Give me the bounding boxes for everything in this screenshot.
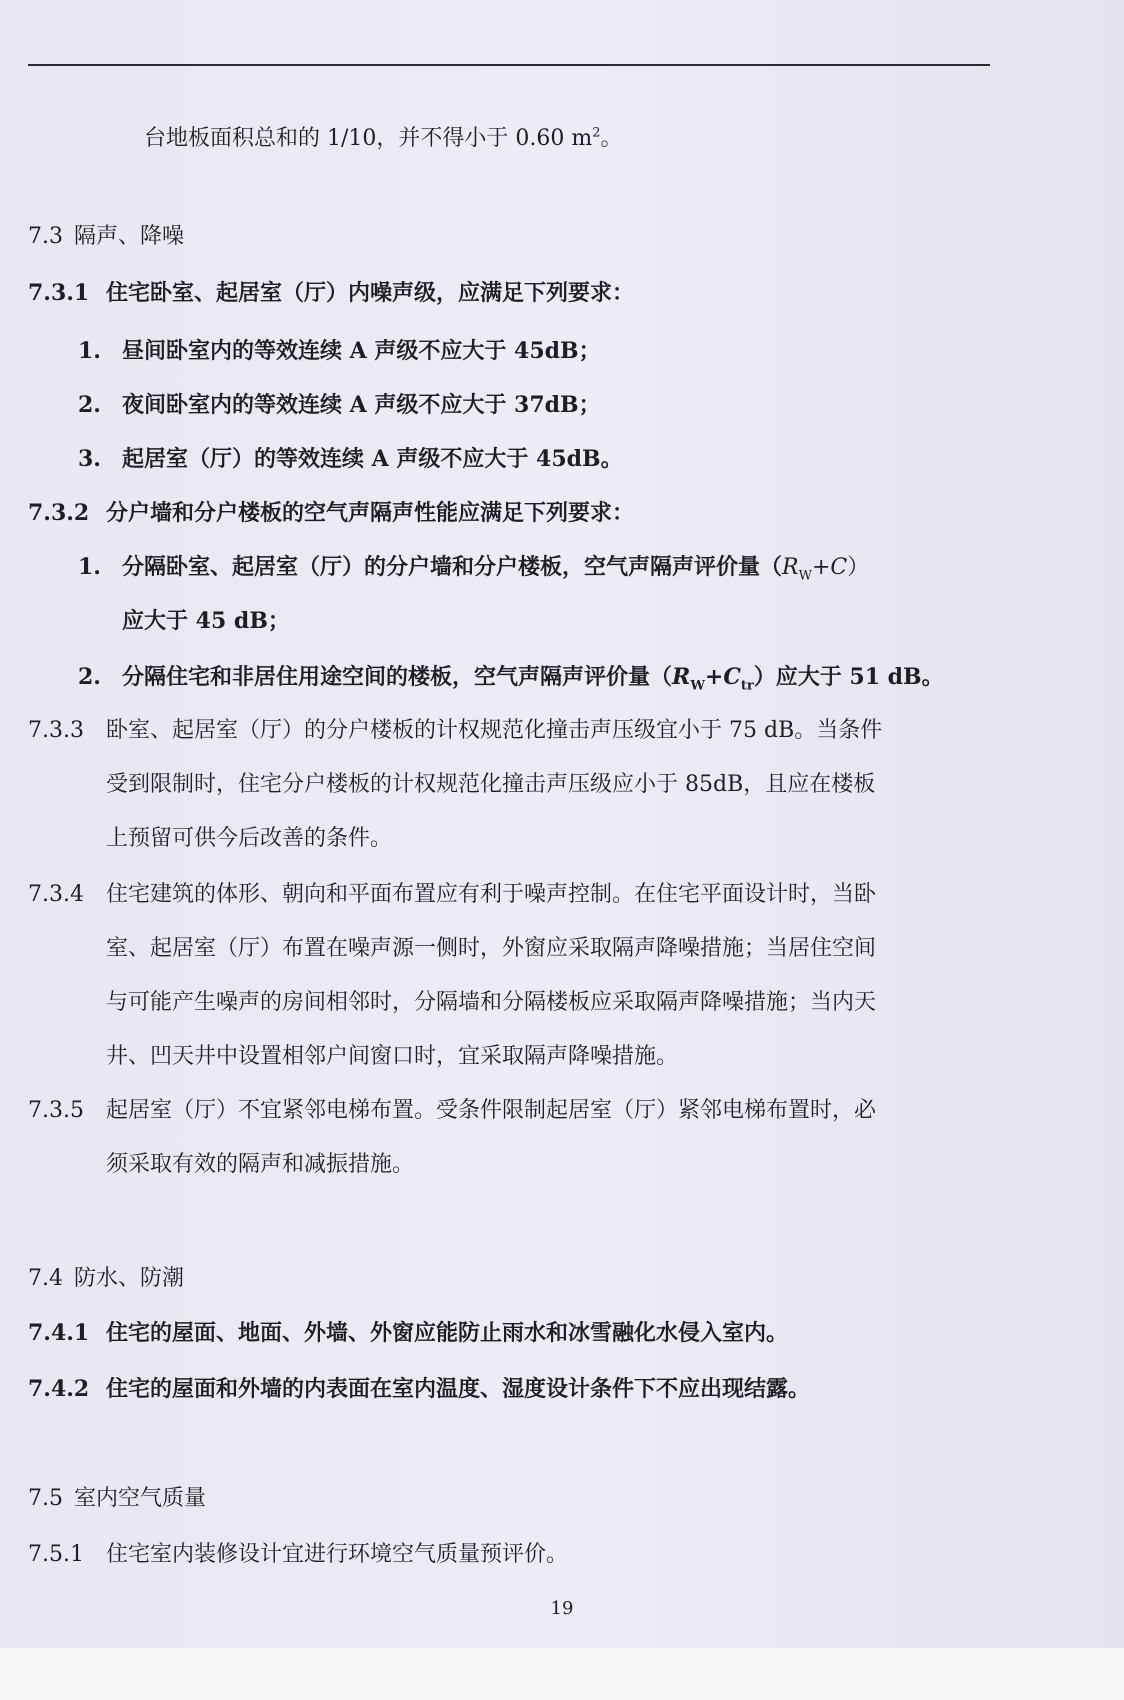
superscript: 2 xyxy=(592,125,601,141)
section-title: 隔声、降噪 xyxy=(74,224,185,249)
item-text: 分隔住宅和非居住用途空间的楼板，空气声隔声评价量（ xyxy=(122,664,673,690)
clause-text: 住宅室内装修设计宜进行环境空气质量预评价。 xyxy=(106,1542,569,1567)
clause-line: 与可能产生噪声的房间相邻时，分隔墙和分隔楼板应采取隔声降噪措施；当内天 xyxy=(106,990,877,1015)
clause-line: 上预留可供今后改善的条件。 xyxy=(106,826,393,851)
continuation-text: 台地板面积总和的 1/10，并不得小于 0.60 m xyxy=(144,126,593,151)
close-paren: ） xyxy=(847,555,870,580)
clause-number: 7.5.1 xyxy=(28,1542,84,1567)
item-text: 昼间卧室内的等效连续 A 声级不应大于 45dB； xyxy=(122,338,601,364)
clause-text: 住宅的屋面、地面、外墙、外窗应能防止雨水和冰雪融化水侵入室内。 xyxy=(106,1320,789,1346)
symbol-plus-c: +C xyxy=(811,555,848,580)
clause-number: 7.3.5 xyxy=(28,1098,84,1123)
clause-number: 7.3.3 xyxy=(28,718,84,743)
section-number: 7.3 xyxy=(28,224,63,249)
clause-number: 7.3.4 xyxy=(28,882,84,907)
item-text: 起居室（厅）的等效连续 A 声级不应大于 45dB。 xyxy=(122,446,623,472)
clause-number: 7.4.2 xyxy=(28,1376,90,1402)
subscript-tr: tr xyxy=(740,678,754,694)
item-number: 1. xyxy=(78,338,101,364)
clause-line: 住宅建筑的体形、朝向和平面布置应有利于噪声控制。在住宅平面设计时，当卧 xyxy=(106,882,877,907)
header-rule xyxy=(28,64,990,66)
subscript-w: W xyxy=(690,678,705,694)
symbol-r: R xyxy=(782,555,799,580)
item-text: 夜间卧室内的等效连续 A 声级不应大于 37dB； xyxy=(122,392,601,418)
item-text: 应大于 45 dB； xyxy=(122,608,290,634)
item-number: 3. xyxy=(78,446,101,472)
item-tail: ）应大于 51 dB。 xyxy=(753,664,944,690)
item-text: 分隔卧室、起居室（厅）的分户墙和分户楼板，空气声隔声评价量（ xyxy=(122,554,783,580)
section-title: 防水、防潮 xyxy=(74,1266,185,1291)
item-number: 2. xyxy=(78,392,101,418)
clause-text: 住宅的屋面和外墙的内表面在室内温度、湿度设计条件下不应出现结露。 xyxy=(106,1376,811,1402)
continuation-tail: 。 xyxy=(600,126,623,151)
clause-line: 受到限制时，住宅分户楼板的计权规范化撞击声压级应小于 85dB，且应在楼板 xyxy=(106,772,876,797)
section-title: 室内空气质量 xyxy=(74,1486,207,1511)
clause-line: 井、凹天井中设置相邻户间窗口时，宜采取隔声降噪措施。 xyxy=(106,1044,679,1069)
clause-line: 室、起居室（厅）布置在噪声源一侧时，外窗应采取隔声降噪措施；当居住空间 xyxy=(106,936,877,961)
clause-text: 住宅卧室、起居室（厅）内噪声级，应满足下列要求： xyxy=(106,280,635,306)
section-number: 7.4 xyxy=(28,1266,63,1291)
item-number: 2. xyxy=(78,664,101,690)
clause-number: 7.3.2 xyxy=(28,500,90,526)
clause-line: 须采取有效的隔声和减振措施。 xyxy=(106,1152,415,1177)
subscript-w: W xyxy=(798,568,812,584)
clause-line: 起居室（厅）不宜紧邻电梯布置。受条件限制起居室（厅）紧邻电梯布置时，必 xyxy=(106,1098,877,1123)
clause-number: 7.4.1 xyxy=(28,1320,90,1346)
page-number: 19 xyxy=(550,1598,574,1619)
symbol-c: C xyxy=(723,664,741,690)
bottom-margin-strip xyxy=(0,1648,1124,1700)
clause-number: 7.3.1 xyxy=(28,280,90,306)
clause-line: 卧室、起居室（厅）的分户楼板的计权规范化撞击声压级宜小于 75 dB。当条件 xyxy=(106,718,883,743)
plus-sign: + xyxy=(704,664,724,690)
symbol-r: R xyxy=(672,664,691,690)
section-number: 7.5 xyxy=(28,1486,63,1511)
clause-text: 分户墙和分户楼板的空气声隔声性能应满足下列要求： xyxy=(106,500,635,526)
item-number: 1. xyxy=(78,554,101,580)
